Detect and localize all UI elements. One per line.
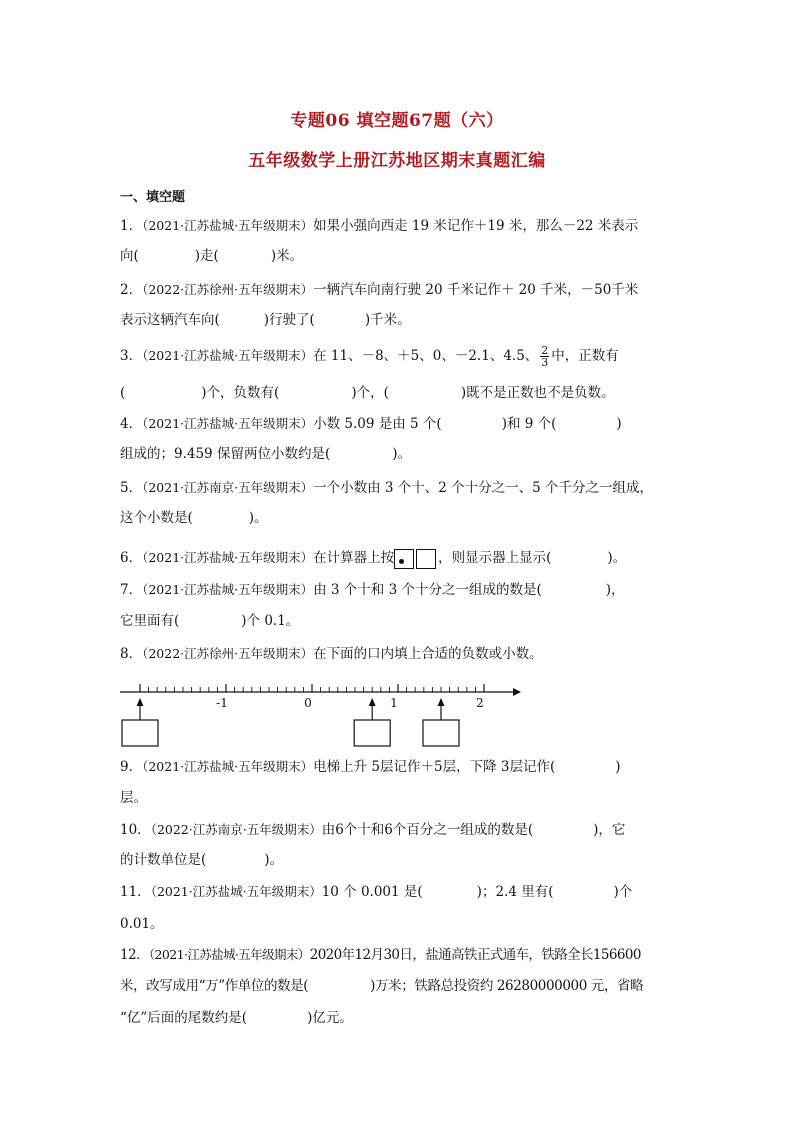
question-source: （2022·江苏南京·五年级期末） <box>150 822 322 837</box>
question-11-line-1: 11．（2021·江苏盐城·五年级期末）10 个 0.001 是( )；2.4 里有( )个 <box>120 884 633 900</box>
question-1-line-2: 向( )走( )米。 <box>120 248 304 264</box>
question-source: （2021·江苏南京·五年级期末） <box>142 480 314 495</box>
answer-box[interactable] <box>423 720 459 746</box>
page-title: 专题06 填空题67题（六） <box>290 111 504 131</box>
number-line-tick-label: 0 <box>304 696 312 710</box>
question-12-line-3: “亿”后面的尾数约是( )亿元。 <box>120 1010 353 1026</box>
question-source: （2022·江苏徐州·五年级期末） <box>142 646 314 661</box>
question-source: （2021·江苏盐城·五年级期末） <box>142 218 314 233</box>
question-source: （2021·江苏盐城·五年级期末） <box>142 759 314 774</box>
up-arrow-icon <box>137 698 144 706</box>
number-line-arrowhead-icon <box>513 688 521 696</box>
answer-box[interactable] <box>354 720 390 746</box>
question-2-line-1: 2．（2022·江苏徐州·五年级期末）一辆汽车向南行驶 20 千米记作＋ 20 千米，－50千米 <box>120 282 639 298</box>
calculator-decimal-point-key-icon <box>394 549 414 569</box>
question-8-line-1: 8．（2022·江苏徐州·五年级期末）在下面的口内填上合适的负数或小数。 <box>120 646 543 662</box>
question-source: （2022·江苏徐州·五年级期末） <box>142 282 314 297</box>
number-line-answer-box <box>354 698 390 746</box>
question-source: （2021·江苏盐城·五年级期末） <box>148 947 310 962</box>
up-arrow-icon <box>438 698 445 706</box>
question-7-line-2: 它里面有( )个 0.1。 <box>120 613 300 629</box>
question-3-line-2: ( )个，负数有( )个，( )既不是正数也不是负数。 <box>120 385 615 401</box>
calculator-blank-key-icon <box>416 549 436 569</box>
question-source: （2021·江苏盐城·五年级期末） <box>142 348 314 363</box>
question-5-line-2: 这个小数是( )。 <box>120 510 268 526</box>
question-3-line-1: 3．（2021·江苏盐城·五年级期末）在 11、－8、＋5、0、－2.1、4.5、 $\frac{2}{3}$ 中，正数有 <box>120 344 619 369</box>
section-heading: 一、填空题 <box>120 190 186 205</box>
number-line-tick-label: 1 <box>390 696 398 710</box>
question-12-line-2: 米，改写成用“万”作单位的数是( )万米；铁路总投资约 26280000000 元，省略 <box>120 978 644 994</box>
question-10-line-2: 的计数单位是( )。 <box>120 852 284 868</box>
question-7-line-1: 7．（2021·江苏盐城·五年级期末）由 3 个十和 3 个十分之一组成的数是( )， <box>120 582 625 598</box>
number-line-tick-label: 2 <box>476 696 484 710</box>
question-source: （2021·江苏盐城·五年级期末） <box>142 550 314 565</box>
question-1-line-1: 1．（2021·江苏盐城·五年级期末）如果小强向西走 19 米记作＋19 米，那么－22 米表示 <box>120 218 639 234</box>
question-11-line-2: 0.01。 <box>120 916 164 932</box>
number-line-tick-label: -1 <box>216 696 228 710</box>
number-line-answer-box <box>122 698 158 746</box>
question-9-line-2: 层。 <box>120 790 147 806</box>
question-4-line-1: 4．（2021·江苏盐城·五年级期末）小数 5.09 是由 5 个( )和 9 个( ) <box>120 416 622 432</box>
question-9-line-1: 9．（2021·江苏盐城·五年级期末）电梯上升 5层记作＋5层，下降 3层记作( ) <box>120 759 621 775</box>
number-line-answer-box <box>423 698 459 746</box>
answer-box[interactable] <box>122 720 158 746</box>
number-line-diagram <box>115 680 525 750</box>
question-6-line-1: 6．（2021·江苏盐城·五年级期末）在计算器上按 ，则显示器上显示( )。 <box>120 548 680 569</box>
question-10-line-1: 10．（2022·江苏南京·五年级期末）由6个十和6个百分之一组成的数是( )，它 <box>120 822 626 838</box>
question-2-line-2: 表示这辆汽车向( )行驶了( )千米。 <box>120 312 411 328</box>
up-arrow-icon <box>369 698 376 706</box>
page-subtitle: 五年级数学上册江苏地区期末真题汇编 <box>248 151 546 171</box>
question-12-line-1: 12．（2021·江苏盐城·五年级期末）2020年12月30日，盐通高铁正式通车，铁路全长156600 <box>120 947 641 963</box>
question-4-line-2: 组成的；9.459 保留两位小数约是( )。 <box>120 446 411 462</box>
question-5-line-1: 5．（2021·江苏南京·五年级期末）一个小数由 3 个十、2 个十分之一、5 个千分之一组成， <box>120 480 654 496</box>
question-source: （2021·江苏盐城·五年级期末） <box>142 582 314 597</box>
question-source: （2021·江苏盐城·五年级期末） <box>150 884 322 899</box>
fraction: $\frac{2}{3}$ <box>541 344 549 369</box>
question-source: （2021·江苏盐城·五年级期末） <box>142 416 314 431</box>
